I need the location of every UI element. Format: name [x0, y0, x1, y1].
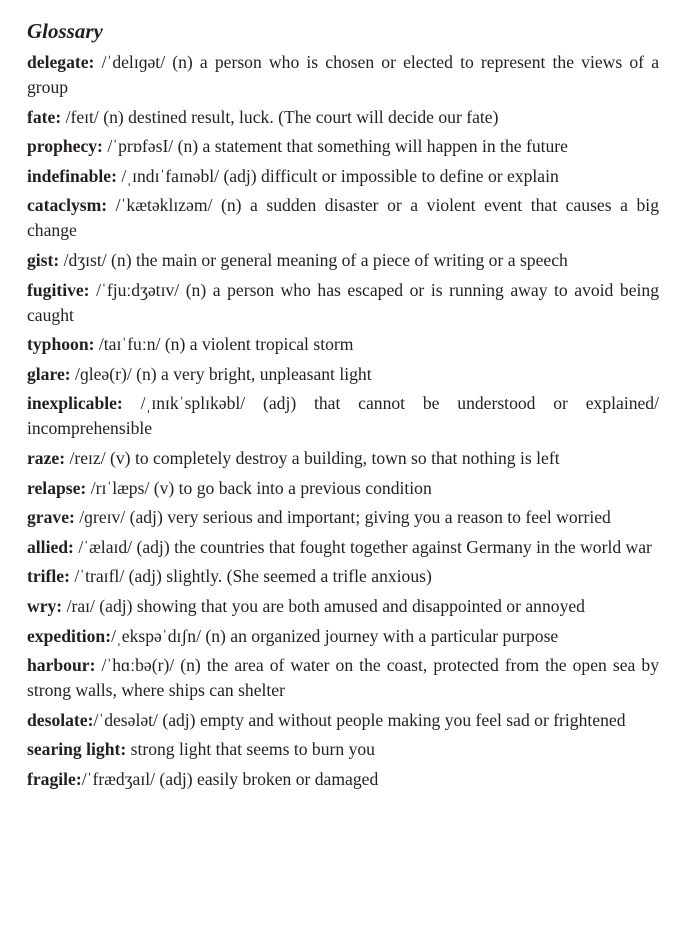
glossary-entry	[27, 164, 659, 189]
entry-term: fragile:	[27, 768, 82, 789]
entry-definition: /ˈdesələt/ (adj) empty and without people making you feel sad or frightened	[93, 709, 626, 730]
entry-definition: /reɪz/ (v) to completely destroy a building, town so that nothing is left	[65, 447, 560, 468]
entry-term: relapse:	[27, 477, 87, 498]
entry-definition: /ˈhɑːbə(r)/ (n) the area of water on the coast, protected from the open sea by strong walls, where ships can shelter	[27, 655, 659, 701]
entry-definition: /ɡleə(r)/ (n) a very bright, unpleasant light	[70, 363, 372, 384]
entry-definition: /ˌekspəˈdɪʃn/ (n) an organized journey with a particular purpose	[111, 625, 559, 646]
entry-definition: /raɪ/ (adj) showing that you are both amused and disappointed or annoyed	[62, 595, 585, 616]
entry-definition: /ˈdelɪɡət/ (n) a person who is chosen or elected to represent the views of a group	[27, 52, 659, 97]
glossary-entry	[27, 362, 659, 387]
entry-term: trifle:	[27, 566, 70, 587]
entry-term: gist:	[27, 249, 60, 270]
entry-term: desolate:	[27, 709, 94, 730]
entry-term: fate:	[27, 106, 62, 127]
glossary-entry	[27, 50, 659, 100]
entry-term: grave:	[27, 507, 75, 528]
entry-definition: /ˌɪndɪˈfaɪnəbl/ (adj) difficult or impossible to define or explain	[116, 165, 559, 186]
entry-definition: /ˈkætəklɪzəm/ (n) a sudden disaster or a violent event that causes a big change	[27, 195, 659, 241]
glossary-entry	[27, 505, 659, 530]
entry-term: delegate:	[27, 52, 95, 72]
entry-definition: /ˈprɒfəsI/ (n) a statement that something will happen in the future	[102, 136, 568, 157]
glossary-entry	[27, 653, 659, 703]
glossary-entry	[27, 446, 659, 471]
glossary-entry	[27, 248, 659, 273]
glossary-entry	[27, 564, 659, 589]
entry-term: allied:	[27, 536, 74, 557]
glossary-entry	[27, 391, 659, 441]
entry-definition: /taɪˈfuːn/ (n) a violent tropical storm	[94, 334, 354, 355]
glossary-entry	[27, 767, 659, 792]
glossary-entry	[27, 278, 659, 328]
entry-definition: /feɪt/ (n) destined result, luck. (The court will decide our fate)	[61, 106, 499, 127]
entry-definition: /ˈfjuːdʒətɪv/ (n) a person who has escaped or is running away to avoid being caught	[27, 279, 659, 325]
entry-term: cataclysm:	[27, 195, 108, 216]
entry-definition: /rɪˈlæps/ (v) to go back into a previous condition	[86, 477, 432, 498]
entry-term: wry:	[27, 595, 63, 616]
entry-definition: /dʒɪst/ (n) the main or general meaning of a piece of writing or a speech	[59, 249, 568, 270]
glossary-entry	[27, 708, 659, 733]
glossary-page	[27, 16, 659, 796]
glossary-title: Glossary	[27, 19, 103, 43]
entry-definition: /ˌɪnɪkˈsplɪkəbl/ (adj) that cannot be understood or explained/ incomprehensible	[27, 393, 659, 439]
entry-term: glare:	[27, 363, 71, 384]
entry-definition: strong light that seems to burn you	[126, 739, 375, 760]
glossary-list	[27, 50, 659, 792]
glossary-entry	[27, 332, 659, 357]
entry-term: fugitive:	[27, 279, 90, 300]
entry-definition: /ˈtraɪfl/ (adj) slightly. (She seemed a trifle anxious)	[69, 566, 432, 587]
glossary-entry	[27, 105, 659, 130]
entry-definition: /ˈælaɪd/ (adj) the countries that fought together against Germany in the world war	[73, 536, 652, 557]
glossary-entry	[27, 737, 659, 762]
entry-term: typhoon:	[27, 334, 95, 355]
entry-term: inexplicable:	[27, 393, 123, 414]
entry-definition: /ˈfrædʒaɪl/ (adj) easily broken or damaged	[81, 768, 379, 789]
glossary-entry	[27, 624, 659, 649]
glossary-entry	[27, 193, 659, 243]
glossary-entry	[27, 476, 659, 501]
entry-definition: /ɡreɪv/ (adj) very serious and important; giving you a reason to feel worried	[74, 507, 611, 528]
entry-term: raze:	[27, 447, 66, 468]
glossary-entry	[27, 134, 659, 159]
glossary-entry	[27, 594, 659, 619]
entry-term: searing light:	[27, 739, 127, 760]
glossary-entry	[27, 535, 659, 560]
entry-term: harbour:	[27, 655, 96, 676]
entry-term: expedition:	[27, 625, 112, 646]
entry-term: indefinable:	[27, 165, 117, 186]
entry-term: prophecy:	[27, 136, 103, 157]
